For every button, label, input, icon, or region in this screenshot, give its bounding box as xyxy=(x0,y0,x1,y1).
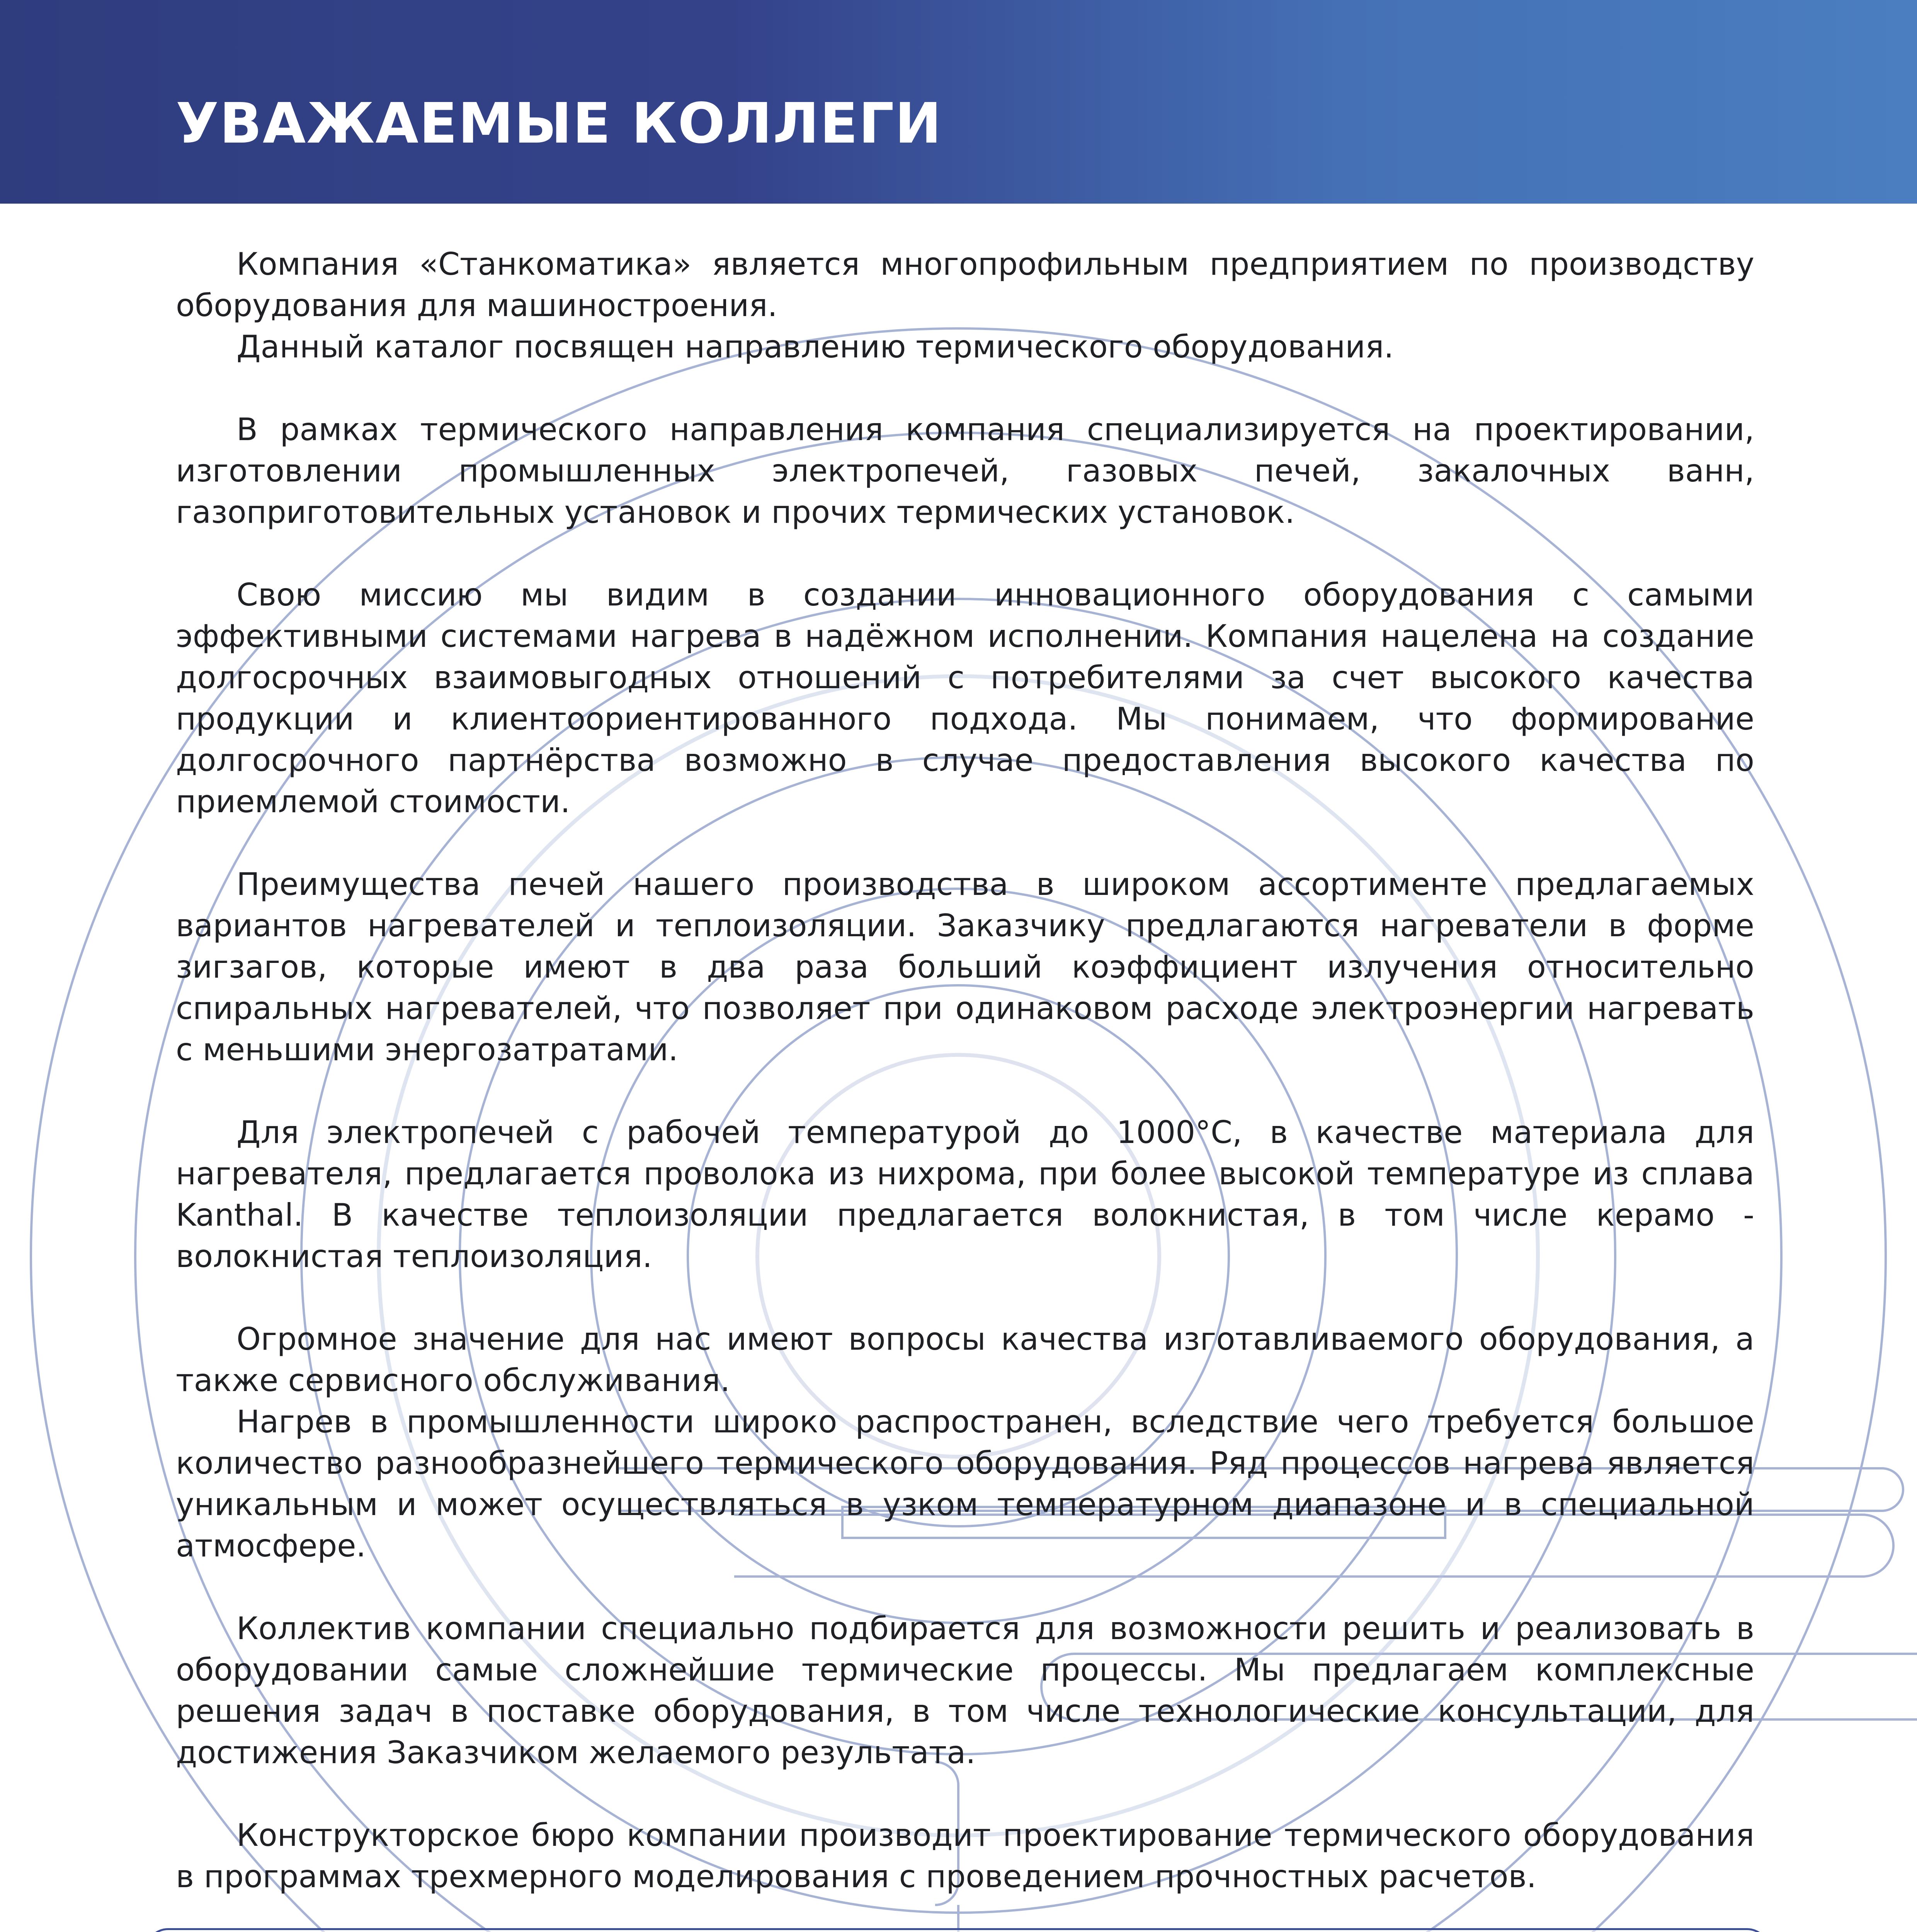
page-title: УВАЖАЕМЫЕ КОЛЛЕГИ xyxy=(176,91,942,156)
paragraph: Для электропечей с рабочей температурой до 1000°С, в качестве материала для нагревателя, предлагается проволока из нихрома, при более высокой температуре из сплава Kanthal. В качестве теплоизоляции предлагается волокнистая, в том числе керамо - волокнистая теплоизоляция. xyxy=(176,1114,1754,1274)
paragraph: Конструкторское бюро компании производит проектирование термического оборудования в программах трехмерного моделирования с проведением прочностных расчетов. xyxy=(176,1817,1754,1895)
paragraph: Нагрев в промышленности широко распространен, вследствие чего требуется большое количество разнообразнейшего термического оборудования. Ряд процессов нагрева является уникальным и может осуществляться в узком температурном диапазоне и в специальной атмосфере. xyxy=(176,1404,1754,1564)
paragraph: Преимущества печей нашего производства в широком ассортименте предлагаемых вариантов нагревателей и теплоизоляции. Заказчику предлагаются нагреватели в форме зигзагов, которые имеют в два раза больший коэффициент излучения относительно спиральных нагревателей, что позволяет при одинаковом расходе электроэнергии нагревать с меньшими энергозатратами. xyxy=(176,866,1754,1068)
page-header xyxy=(0,0,1917,204)
paragraph: Данный каталог посвящен направлению термического оборудования. xyxy=(236,329,1394,365)
products-box xyxy=(145,1928,1770,1932)
paragraph: Коллектив компании специально подбирается для возможности решить и реализовать в оборудовании самые сложнейшие термические процессы. Мы предлагаем комплексные решения задач в поставке оборудования, в том числе технологические консультации, для достижения Заказчиком желаемого результата. xyxy=(176,1611,1754,1770)
paragraph: Огромное значение для нас имеют вопросы качества изготавливаемого оборудования, а также сервисного обслуживания. xyxy=(176,1321,1754,1398)
paragraph: В рамках термического направления компания специализируется на проектировании, изготовлении промышленных электропечей, газовых печей, закалочных ванн, газоприготовительных установок и прочих термических установок. xyxy=(176,412,1754,530)
intro-text xyxy=(176,243,1754,1932)
paragraph: Компания «Станкоматика» является многопрофильным предприятием по производству оборудования для машиностроения. xyxy=(176,246,1754,323)
paragraph: Свою миссию мы видим в создании инновационного оборудования с самыми эффективными системами нагрева в надёжном исполнении. Компания нацелена на создание долгосрочных взаимовыгодных отношений с потребителями за счет высокого качества продукции и клиентоориентированного подхода. Мы понимаем, что формирование долгосрочного партнёрства возможно в случае предоставления высокого качества по приемлемой стоимости. xyxy=(176,577,1754,820)
